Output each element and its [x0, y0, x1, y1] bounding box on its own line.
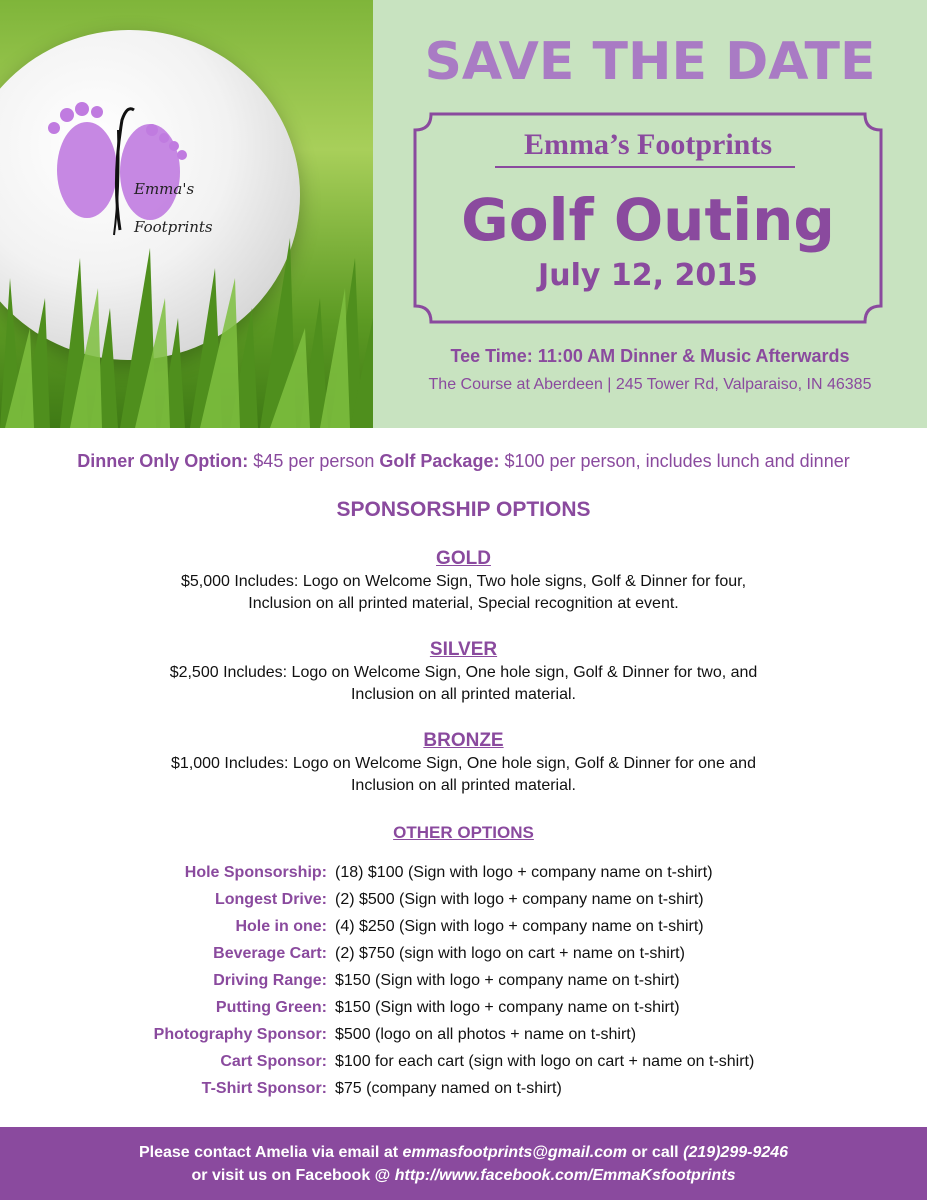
sponsorship-heading: SPONSORSHIP OPTIONS: [336, 498, 591, 521]
title-underline: [495, 166, 795, 168]
tier-description: Inclusion on all printed material.: [350, 686, 576, 703]
event-header-panel: [373, 0, 927, 428]
list-item: [0, 1080, 927, 1107]
option-value: $500 (logo on all photos + name on t-shirt): [335, 1026, 637, 1043]
option-value: $75 (company named on t-shirt): [335, 1080, 562, 1097]
option-label: Driving Range:: [213, 972, 327, 989]
tier-name: BRONZE: [423, 730, 504, 751]
contact-footer: [0, 1127, 927, 1200]
contact-mid: or call: [627, 1144, 684, 1161]
option-label: T-Shirt Sponsor:: [201, 1080, 327, 1097]
logo-text-emmas: Emma's: [134, 180, 195, 198]
dinner-only-label: Dinner Only Option:: [77, 451, 249, 471]
option-value: (2) $500 (Sign with logo + company name on t-shirt): [335, 891, 704, 908]
tier-description: Inclusion on all printed material, Special recognition at event.: [248, 595, 679, 612]
event-title: Golf Outing: [461, 186, 835, 254]
emmas-footprints-logo: [42, 100, 212, 250]
list-item: [0, 1026, 927, 1053]
list-item: [0, 945, 927, 972]
dinner-only-value: $45 per person: [253, 451, 375, 471]
event-date: July 12, 2015: [538, 258, 758, 293]
sponsor-tier-gold: [0, 547, 927, 615]
other-options-heading: OTHER OPTIONS: [393, 823, 534, 842]
tier-name: GOLD: [436, 548, 491, 569]
email-link[interactable]: emmasfootprints@gmail.com: [402, 1144, 628, 1161]
option-label: Putting Green:: [215, 999, 327, 1016]
list-item: [0, 1053, 927, 1080]
option-value: $100 for each cart (sign with logo on cart + name on t-shirt): [335, 1053, 755, 1070]
list-item: [0, 891, 927, 918]
golf-ball-photo: [0, 0, 373, 428]
option-label: Longest Drive:: [214, 891, 327, 908]
option-value: $150 (Sign with logo + company name on t-shirt): [335, 999, 680, 1016]
contact-prefix: Please contact Amelia via email at: [138, 1144, 403, 1161]
sponsor-tier-bronze: [0, 729, 927, 797]
pricing-line: [0, 451, 927, 472]
option-value: (2) $750 (sign with logo on cart + name on t-shirt): [335, 945, 685, 962]
logo-text-footprints: Footprints: [134, 218, 213, 236]
list-item: [0, 864, 927, 891]
venue-address: The Course at Aberdeen | 245 Tower Rd, Valparaiso, IN 46385: [428, 376, 872, 393]
list-item: [0, 999, 927, 1026]
list-item: [0, 918, 927, 945]
tee-time: Tee Time: 11:00 AM Dinner & Music Afterwards: [450, 346, 850, 366]
option-label: Hole Sponsorship:: [184, 864, 327, 881]
option-value: (18) $100 (Sign with logo + company name on t-shirt): [335, 864, 713, 881]
tier-name: SILVER: [429, 639, 498, 660]
option-label: Cart Sponsor:: [220, 1053, 327, 1070]
contact-line-email: [0, 1127, 927, 1164]
tier-description: Inclusion on all printed material.: [350, 777, 576, 794]
grass-image: [0, 238, 373, 428]
save-the-date-heading: SAVE THE DATE: [424, 32, 876, 92]
option-label: Beverage Cart:: [213, 945, 327, 962]
golf-package-value: $100 per person, includes lunch and dinner: [504, 451, 850, 471]
option-label: Photography Sponsor:: [153, 1026, 327, 1043]
facebook-link[interactable]: http://www.facebook.com/EmmaKsfootprints: [394, 1167, 736, 1184]
tier-description: $2,500 Includes: Logo on Welcome Sign, One hole sign, Golf & Dinner for two, and: [169, 664, 758, 681]
option-value: $150 (Sign with logo + company name on t-shirt): [335, 972, 680, 989]
list-item: [0, 972, 927, 999]
organization-name: Emma’s Footprints: [523, 128, 773, 161]
contact-line-facebook: [0, 1164, 927, 1187]
sponsor-tier-silver: [0, 638, 927, 706]
option-label: Hole in one:: [235, 918, 327, 935]
golf-package-label: Golf Package:: [379, 451, 500, 471]
tier-description: $1,000 Includes: Logo on Welcome Sign, One hole sign, Golf & Dinner for one and: [171, 755, 756, 772]
facebook-prefix: or visit us on Facebook @: [191, 1167, 395, 1184]
tier-description: $5,000 Includes: Logo on Welcome Sign, Two hole signs, Golf & Dinner for four,: [180, 573, 747, 590]
option-value: (4) $250 (Sign with logo + company name on t-shirt): [335, 918, 704, 935]
phone-number[interactable]: (219)299-9246: [683, 1144, 789, 1161]
